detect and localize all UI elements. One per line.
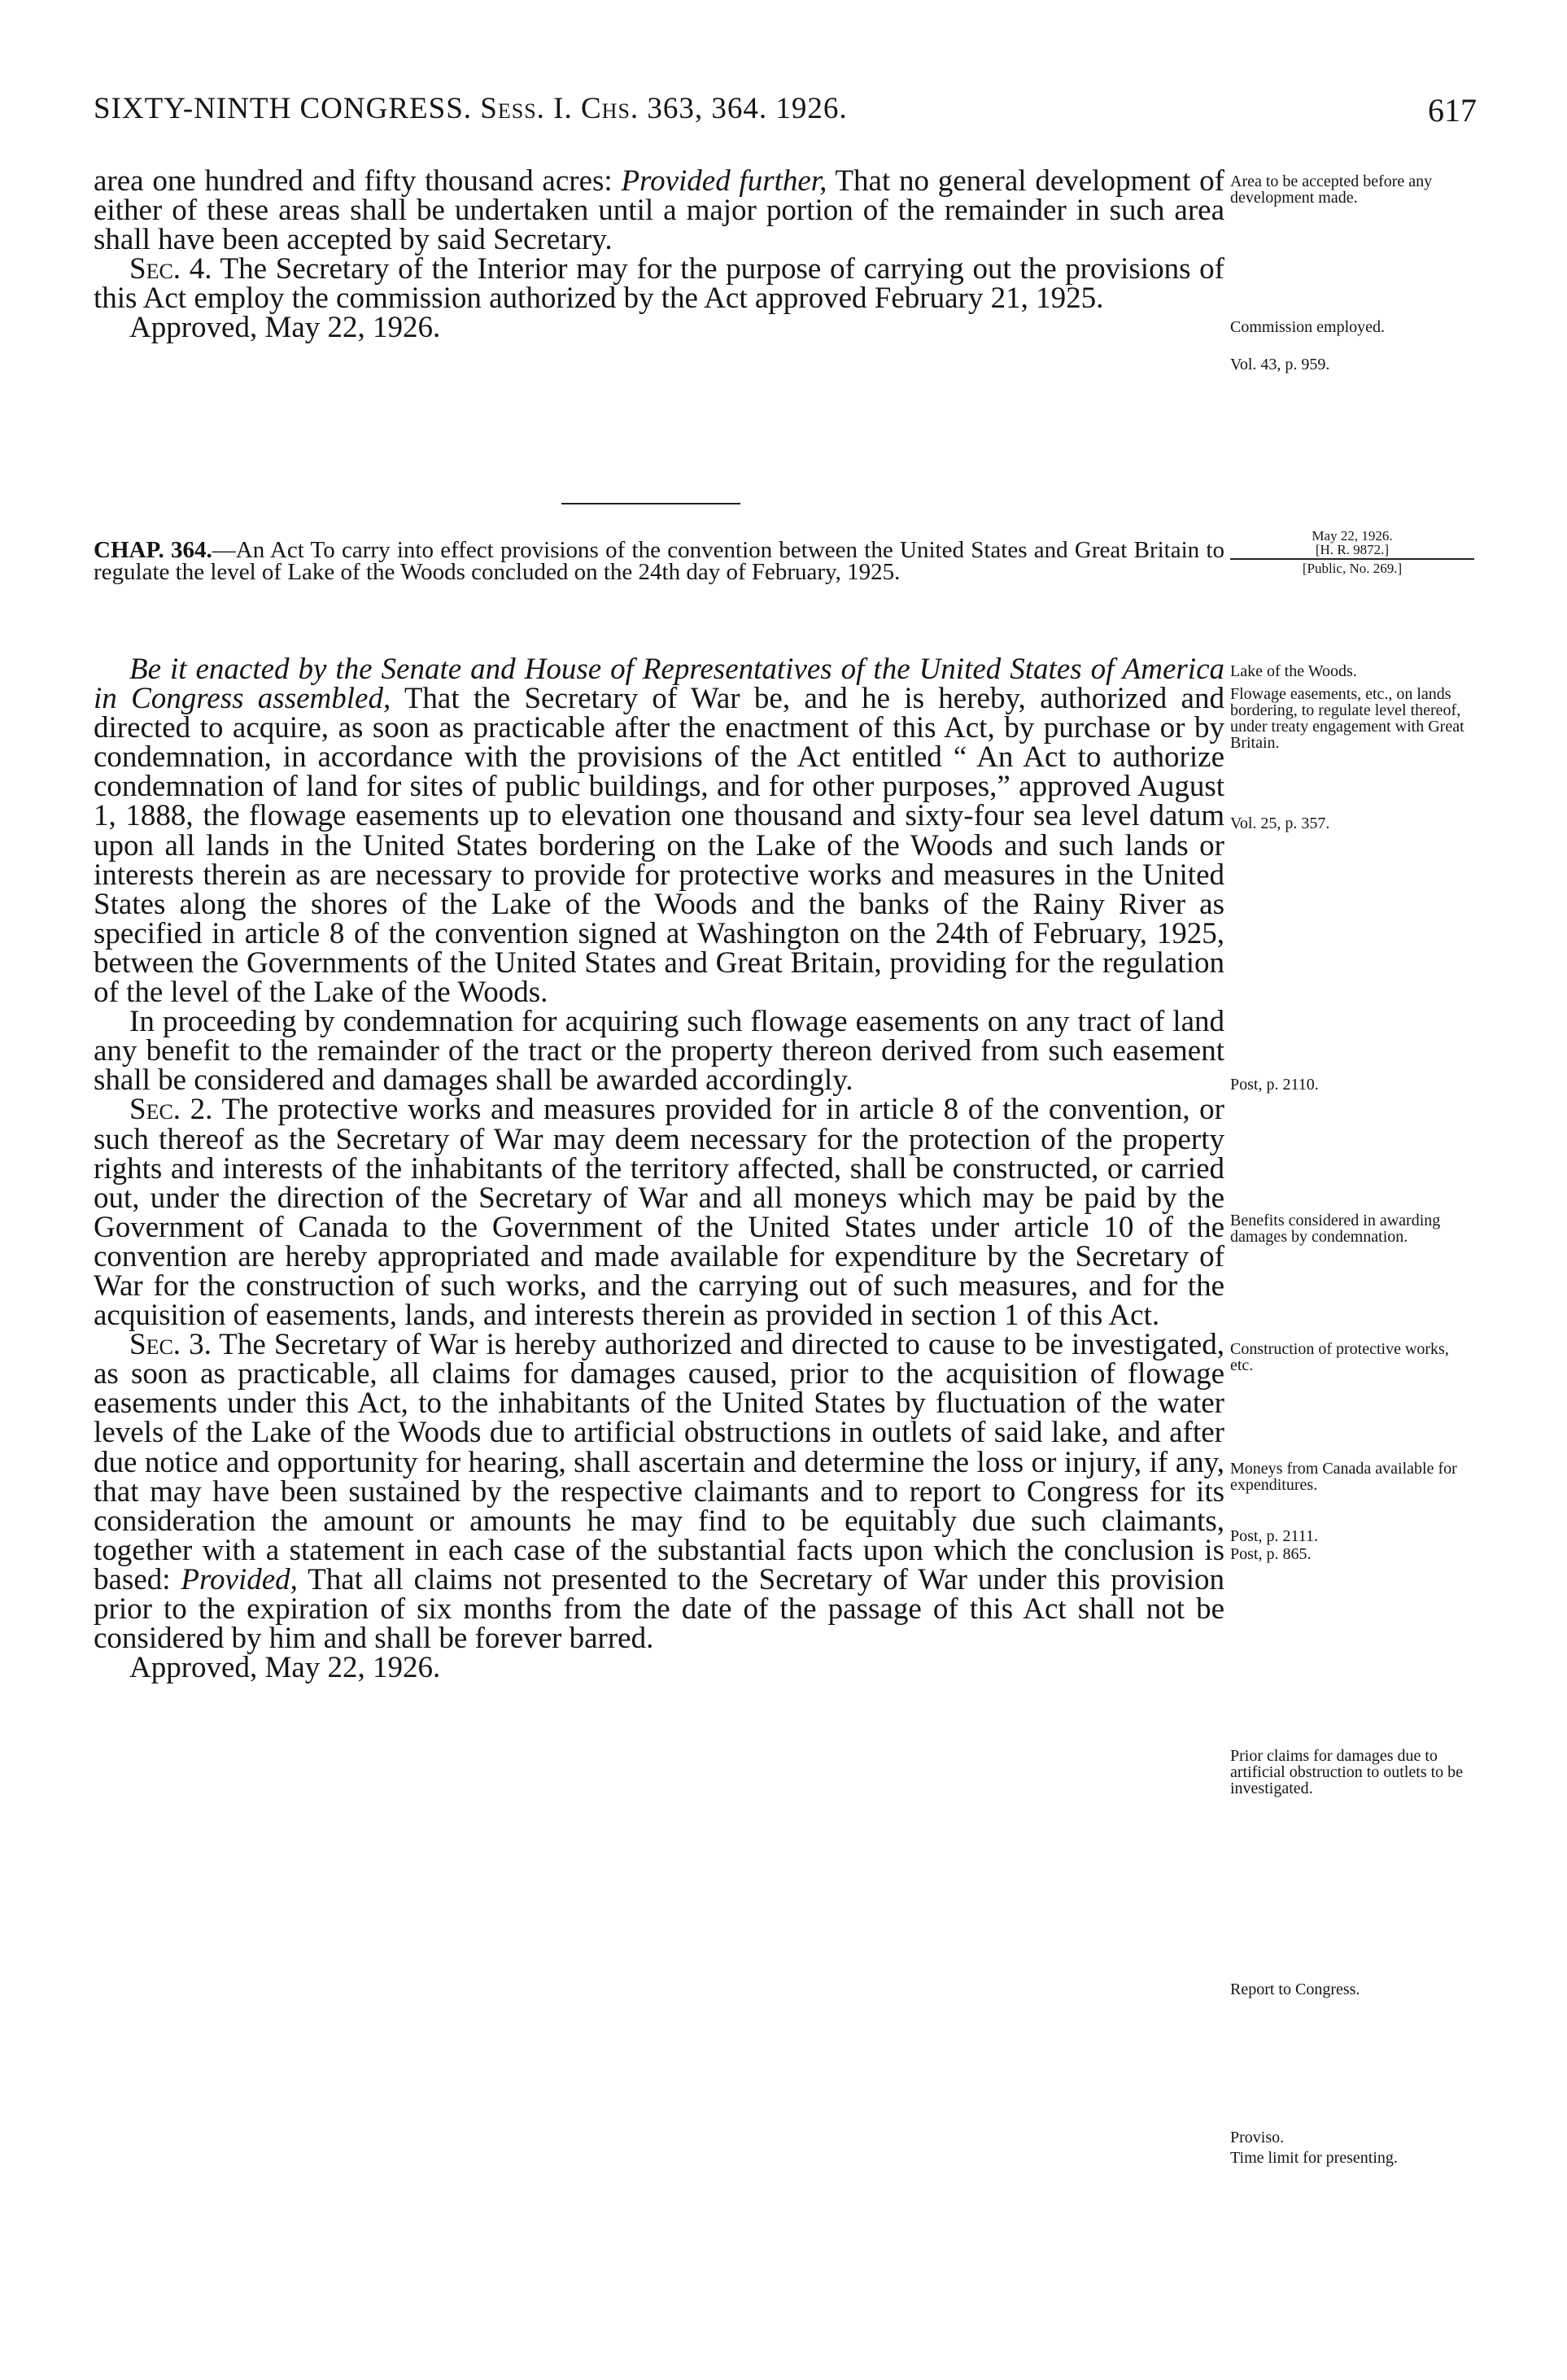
reference-rule — [1230, 558, 1474, 560]
margin-note-area-accepted: Area to be accepted before any development made. — [1230, 172, 1433, 207]
margin-note-post-2111: Post, p. 2111. — [1230, 1527, 1318, 1545]
act-title: —An Act To carry into effect provisions of the convention between the United States and Great Britain to regulate the level of Lake of the Woods concluded on the 24th day of February, 1925. — [94, 537, 1224, 585]
margin-note-flowage: Flowage easements, etc., on lands bordering, to regulate level thereof, under treaty engagement with Great Britain. — [1230, 685, 1464, 752]
margin-note-time-limit: Time limit for presenting. — [1230, 2149, 1398, 2167]
running-title — [94, 91, 848, 126]
enacting-clause: Be it enacted by the Senate and House of Representatives of the United States of America in Congress assembled, — [94, 653, 1224, 716]
chapters: Chs. 363, 364. — [580, 92, 768, 125]
margin-note-commission: Commission employed. — [1230, 318, 1385, 336]
ch363-approved: Approved, May 22, 1926. — [129, 311, 441, 345]
ch364-condemnation-paragraph: In proceeding by condemnation for acquiring such flowage easements on any tract of land any benefit to the remainder of the tract or the property thereon derived from such easement shall be considered and damages shall be awarded accordingly. — [94, 1005, 1224, 1098]
act-date: May 22, 1926. — [1312, 528, 1393, 544]
ch364-section-1: Be it enacted by the Senate and House of Representatives of the United States of America in Congress assembled, That the Secretary of War be, and he is hereby, authorized and directed to acquire, as soon as practicable after the enactment of this Act, by purchase or by condemnation, in accordance with the provisions of the Act entitled “ An Act to authorize condemnation of land for sites of public buildings, and for other purposes,” approved August 1, 1888, the flowage easements up to elevation one thousand and sixty-four sea level datum upon all lands in the United States bordering on the Lake of the Woods and such lands or interests therein as are necessary to provide for protective works and measures in the United States along the shores of the Lake of the Woods and the banks of the Rainy River as specified in article 8 of the convention signed at Washington on the 24th of February, 1925, between the Governments of the United States and Great Britain, providing for the regulation of the level of the Lake of the Woods. — [94, 653, 1224, 1010]
ch364-heading — [94, 539, 1224, 583]
ch364-body — [94, 655, 1224, 1683]
ch364-section-3: Sec. 3. The Secretary of War is hereby authorized and directed to cause to be investigated, as soon as practicable, all claims for damages caused, prior to the acquisition of flowage easements under this Act, to the inhabitants of the United States by fluctuation of the water levels of the Lake of the Woods due to artificial obstructions in outlets of said lake, and after due notice and opportunity for hearing, shall ascertain and determine the loss or injury, if any, that may have been sustained by the respective claimants and to report to Congress for its consideration the amount or amounts he may find to be equitably due such claimants, together with a statement in each case of the substantial facts upon which the conclusion is based: Provided, That all claims not presented to the Secretary of War under this provision prior to the expiration of six months from the date of the passage of this Act shall not be considered by him and shall be forever barred. — [94, 1328, 1224, 1656]
year: 1926. — [775, 92, 848, 125]
margin-note-post-865: Post, p. 865. — [1230, 1545, 1312, 1563]
margin-note-post-2110: Post, p. 2110. — [1230, 1076, 1319, 1094]
ch364-approved: Approved, May 22, 1926. — [129, 1651, 441, 1685]
margin-note-moneys-canada: Moneys from Canada available for expenditures. — [1230, 1460, 1457, 1494]
margin-note-vol43: Vol. 43, p. 959. — [1230, 356, 1330, 373]
bill-number: [H. R. 9872.] — [1315, 542, 1390, 557]
bill-reference — [1230, 529, 1474, 575]
public-number: [Public, No. 269.] — [1302, 561, 1403, 576]
page-number: 617 — [1428, 92, 1477, 129]
margin-note-report-congress: Report to Congress. — [1230, 1980, 1360, 1998]
ch363-section — [94, 164, 1224, 345]
margin-note-proviso: Proviso. — [1230, 2129, 1285, 2146]
ch363-paragraph: area one hundred and fifty thousand acres: Provided further, That no general development of either of these areas shall be undertaken until a major portion of the remainder in such area shall have been accepted by said Secretary. — [94, 164, 1224, 257]
chapter-label: CHAP. 364. — [94, 537, 212, 563]
congress-title: SIXTY-NINTH CONGRESS. — [94, 92, 473, 125]
margin-note-protective-works: Construction of protective works, etc. — [1230, 1340, 1449, 1374]
margin-note-vol25: Vol. 25, p. 357. — [1230, 814, 1330, 832]
section-divider — [561, 503, 740, 504]
ch363-section-4: Sec. 4. The Secretary of the Interior may for the purpose of carrying out the provisions of this Act employ the commission authorized by the Act approved February 21, 1925. — [94, 252, 1224, 316]
margin-note-prior-claims: Prior claims for damages due to artificial obstruction to outlets to be investigated. — [1230, 1747, 1464, 1797]
margin-note-benefits: Benefits considered in awarding damages by condemnation. — [1230, 1212, 1441, 1246]
running-header — [94, 91, 1477, 140]
session: Sess. I. — [480, 92, 573, 125]
margin-note-lake-of-woods: Lake of the Woods. — [1230, 662, 1357, 680]
ch364-section-2: Sec. 2. The protective works and measures provided for in article 8 of the convention, or such thereof as the Secretary of War may deem necessary for the protection of the property rights and interests of the inhabitants of the territory affected, shall be constructed, or carried out, under the direction of the Secretary of War and all moneys which may be paid by the Government of Canada to the Government of the United States under article 10 of the convention are hereby appropriated and made available for expenditure by the Secretary of War for the construction of such works, and the carrying out of such measures, and for the acquisition of easements, lands, and interests therein as provided in section 1 of this Act. — [94, 1093, 1224, 1333]
